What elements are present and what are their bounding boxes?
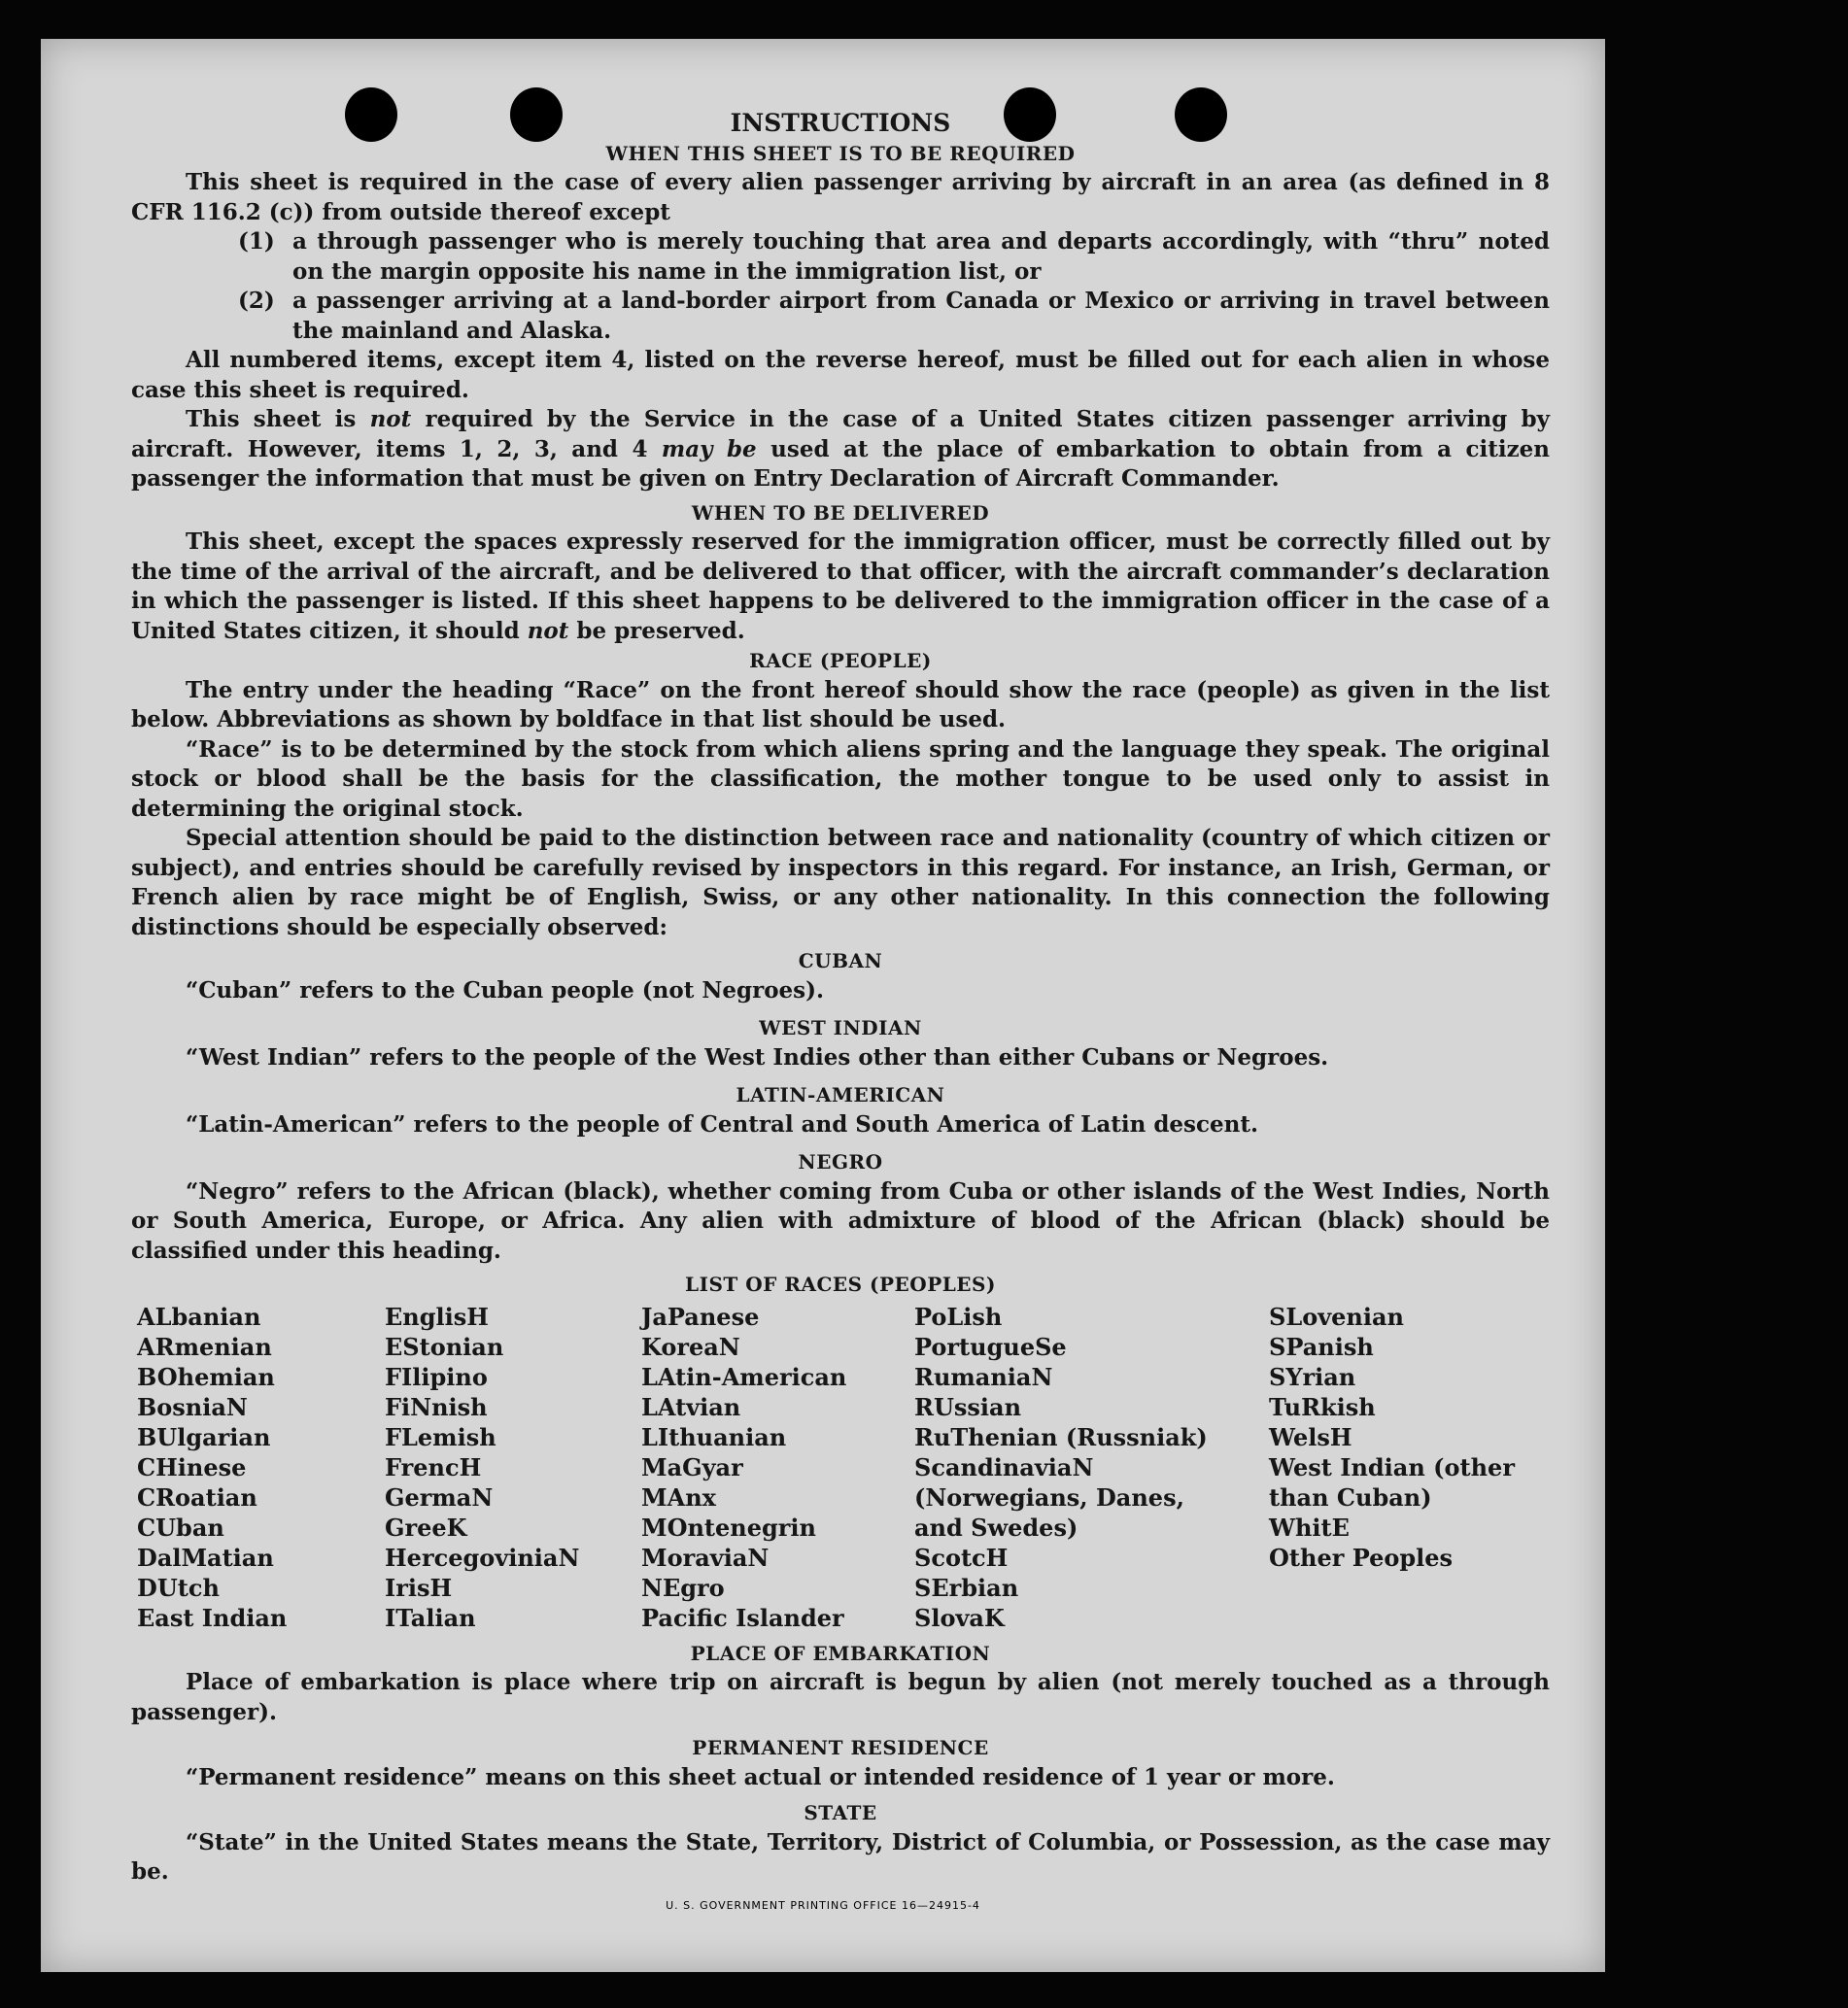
race-item: SPanish: [1269, 1332, 1374, 1361]
race-item: FLemish: [385, 1422, 496, 1451]
races-column-4: [914, 1302, 1269, 1633]
negro-text: “Negro” refers to the African (black), whether coming from Cuba or other islands of the West Indies, North or South America, Europe, or Africa. Any alien with admixture of blood of the African (black) should be classified under this heading.: [131, 1177, 1550, 1264]
race-item: MoraviaN: [641, 1543, 770, 1572]
exception-number: (2): [238, 288, 275, 314]
race-item: Pacific Islander: [641, 1603, 844, 1632]
race-item: PoLish: [914, 1302, 1003, 1331]
race-item: RUssian: [914, 1392, 1022, 1421]
heading-embarkation: PLACE OF EMBARKATION: [690, 1641, 991, 1665]
race-item: LIthuanian: [641, 1422, 787, 1451]
race-item: ALbanian: [137, 1302, 261, 1331]
race-paragraph-1: The entry under the heading “Race” on the front hereof should show the race (people) as given in the list below. Abbreviations as shown by boldface in that list should be used.: [131, 676, 1550, 732]
race-item: HercegoviniaN: [385, 1543, 580, 1572]
race-paragraph-3: Special attention should be paid to the distinction between race and nationality (country of which citizen or subject), and entries should be carefully revised by inspectors in this regard. For instance, an Irish, German, or French alien by race might be of English, Swiss, or any other nationality. In this connection the following distinctions should be especially observed:: [131, 825, 1550, 940]
race-item: RuThenian (Russniak): [914, 1422, 1208, 1451]
exception-item-1: [131, 227, 1550, 287]
race-item: SErbian: [914, 1573, 1019, 1602]
heading-cuban: CUBAN: [798, 949, 883, 972]
race-item: FIlipino: [385, 1362, 488, 1391]
heading-state: STATE: [804, 1801, 877, 1824]
races-column-5: [1269, 1302, 1522, 1633]
races-column-2: [385, 1302, 641, 1633]
race-item: CHinese: [137, 1452, 247, 1481]
race-item: GermaN: [385, 1482, 494, 1512]
citizen-paragraph: This sheet is not required by the Service in the case of a United States citizen passenger arriving by aircraft. However, items 1, 2, 3, and 4 may be used at the place of embarkation to obtain from a citizen passenger the information that must be given on Entry Declaration of Aircraft Commander.: [131, 406, 1551, 492]
heading-west-indian: WEST INDIAN: [759, 1016, 922, 1039]
race-item: BUlgarian: [137, 1422, 271, 1451]
race-item: CUban: [137, 1513, 224, 1542]
race-item: WelsH: [1269, 1422, 1352, 1451]
race-item: BosniaN: [137, 1392, 248, 1421]
race-item: JaPanese: [641, 1302, 760, 1331]
exception-number: (1): [238, 228, 275, 255]
west-indian-text: “West Indian” refers to the people of the West Indies other than either Cubans or Negroes.: [186, 1043, 1329, 1071]
page-title: INSTRUCTIONS: [730, 109, 951, 137]
race-item: SYrian: [1269, 1362, 1356, 1391]
race-item: NEgro: [641, 1573, 725, 1602]
when-delivered-text: This sheet, except the spaces expressly reserved for the immigration officer, must be correctly filled out by the time of the arrival of the aircraft, and be delivered to that officer, with the aircraft commander’s declaration in which the passenger is listed. If this sheet happens to be delivered to the immigration officer in the case of a United States citizen, it should not be preserved.: [131, 528, 1550, 644]
race-item: EStonian: [385, 1332, 504, 1361]
race-item: ScandinaviaN (Norwegians, Danes, and Swedes): [914, 1452, 1184, 1542]
heading-latin-american: LATIN-AMERICAN: [736, 1083, 945, 1106]
numbered-items-paragraph: All numbered items, except item 4, listed on the reverse hereof, must be filled out for each alien in whose case this sheet is required.: [131, 347, 1550, 403]
race-item: BOhemian: [137, 1362, 275, 1391]
race-item: East Indian: [137, 1603, 288, 1632]
race-item: FiNnish: [385, 1392, 488, 1421]
latin-american-text: “Latin-American” refers to the people of Central and South America of Latin descent.: [186, 1110, 1258, 1138]
cuban-text: “Cuban” refers to the Cuban people (not Negroes).: [186, 976, 825, 1004]
race-item: SlovaK: [914, 1603, 1005, 1632]
race-item: ITalian: [385, 1603, 476, 1632]
race-item: West Indian (other than Cuban): [1269, 1452, 1515, 1512]
race-item: WhitE: [1269, 1513, 1350, 1542]
race-item: CRoatian: [137, 1482, 257, 1512]
heading-list-of-races: LIST OF RACES (PEOPLES): [685, 1273, 996, 1296]
race-item: MaGyar: [641, 1452, 743, 1481]
heading-negro: NEGRO: [798, 1150, 883, 1174]
race-item: FrencH: [385, 1452, 482, 1481]
residence-text: “Permanent residence” means on this sheet actual or intended residence of 1 year or more.: [186, 1763, 1335, 1790]
exception-text: a passenger arriving at a land-border airport from Canada or Mexico or arriving in travel between the mainland and Alaska.: [292, 288, 1550, 344]
race-paragraph-2: “Race” is to be determined by the stock from which aliens spring and the language they speak. The original stock or blood shall be the basis for the classification, the mother tongue to be used only to assist in determining the original stock.: [131, 735, 1550, 822]
race-item: ARmenian: [137, 1332, 272, 1361]
race-item: LAtin-American: [641, 1362, 847, 1391]
state-text: “State” in the United States means the State, Territory, District of Columbia, or Possession, as the case may be.: [131, 1828, 1550, 1885]
when-required-intro: This sheet is required in the case of every alien passenger arriving by aircraft in an area (as defined in 8 CFR 116.2 (c)) from outside thereof except: [131, 169, 1550, 225]
races-column-3: [641, 1302, 914, 1633]
race-item: SLovenian: [1269, 1302, 1404, 1331]
races-list: [131, 1302, 1550, 1633]
race-item: DUtch: [137, 1573, 220, 1602]
instructions-content: [131, 39, 1550, 1888]
heading-when-required: WHEN THIS SHEET IS TO BE REQUIRED: [605, 141, 1076, 165]
race-item: EnglisH: [385, 1302, 489, 1331]
race-item: GreeK: [385, 1513, 467, 1542]
races-column-1: [137, 1302, 385, 1633]
printer-imprint: U. S. GOVERNMENT PRINTING OFFICE 16—24915-4: [666, 1899, 980, 1912]
heading-permanent-residence: PERMANENT RESIDENCE: [692, 1736, 989, 1759]
embarkation-text: Place of embarkation is place where trip on aircraft is begun by alien (not merely touched as a through passenger).: [131, 1669, 1550, 1725]
race-item: MOntenegrin: [641, 1513, 816, 1542]
race-item: MAnx: [641, 1482, 716, 1512]
race-item: RumaniaN: [914, 1362, 1053, 1391]
exception-text: a through passenger who is merely touching that area and departs accordingly, with “thru” noted on the margin opposite his name in the immigration list, or: [292, 228, 1550, 285]
race-item: DalMatian: [137, 1543, 274, 1572]
race-item: IrisH: [385, 1573, 453, 1602]
race-item: Other Peoples: [1269, 1543, 1454, 1572]
race-item: PortugueSe: [914, 1332, 1067, 1361]
heading-when-delivered: WHEN TO BE DELIVERED: [691, 500, 990, 525]
race-item: LAtvian: [641, 1392, 741, 1421]
race-item: ScotcH: [914, 1543, 1009, 1572]
heading-race: RACE (PEOPLE): [749, 649, 932, 672]
race-item: KoreaN: [641, 1332, 740, 1361]
document-sheet: [41, 39, 1605, 1972]
exception-item-2: [131, 287, 1550, 346]
race-item: TuRkish: [1269, 1392, 1376, 1421]
